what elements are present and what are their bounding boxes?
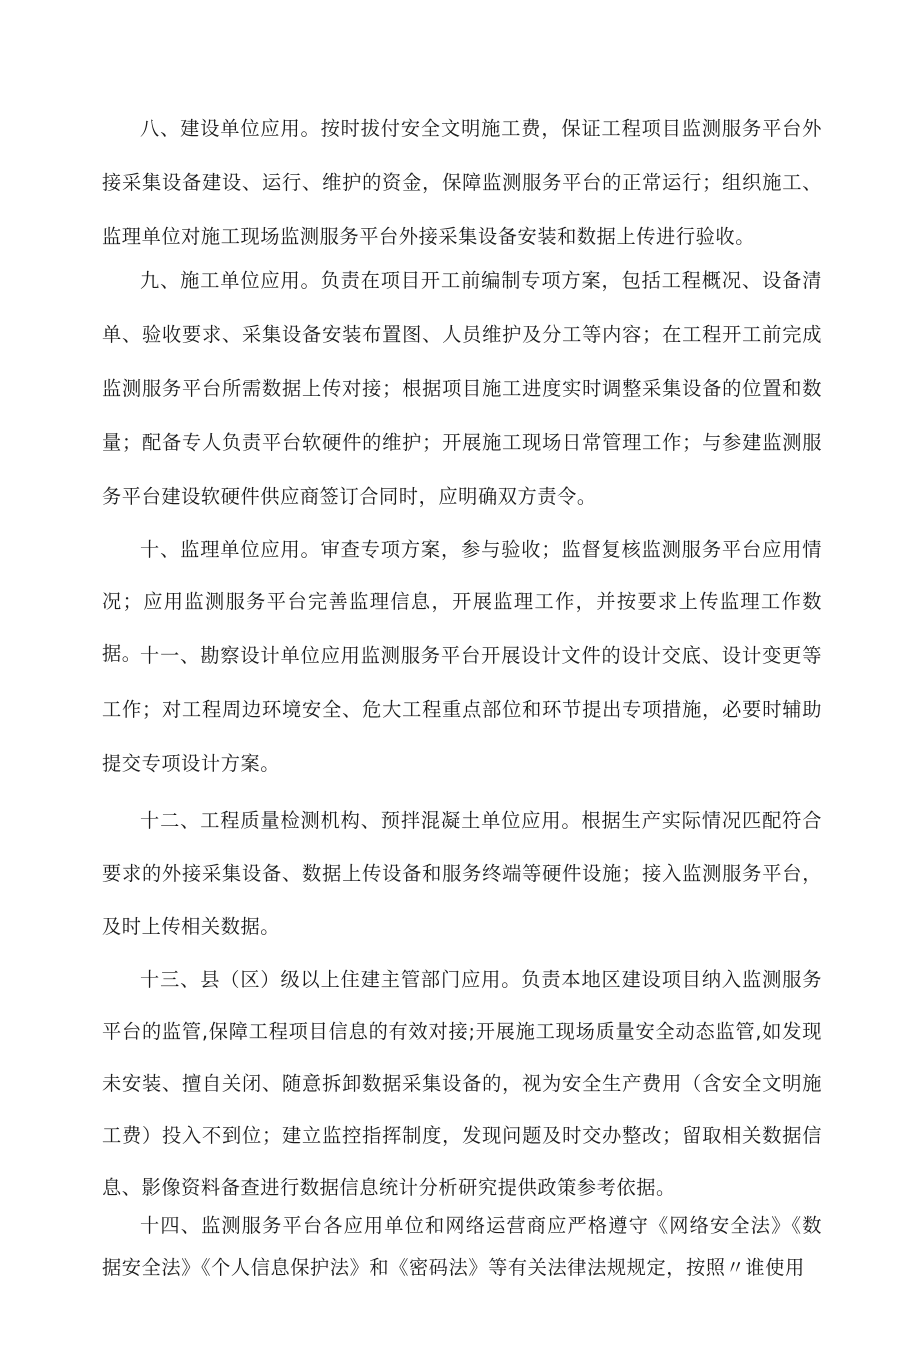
paragraph-9-builder-unit: 九、施工单位应用。负责在项目开工前编制专项方案，包括工程概况、设备清单、验收要求、采集设备安装布置图、人员维护及分工等内容；在工程开工前完成监测服务平台所需数据上传对接；根据项目施工进度实时调整采集设备的位置和数量；配备专人负责平台软硬件的维护；开展施工现场日常管理工作；与参建监测服务平台建设软硬件供应商签订合同时，应明确双方责令。 <box>102 269 822 508</box>
paragraph-12-testing-agency: 十二、工程质量检测机构、预拌混凝土单位应用。根据生产实际情况匹配符合要求的外接采集设备、数据上传设备和服务终端等硬件设施；接入监测服务平台，及时上传相关数据。 <box>102 809 822 938</box>
paragraph-8-construction-unit: 八、建设单位应用。按时拔付安全文明施工费，保证工程项目监测服务平台外接采集设备建设、运行、维护的资金，保障监测服务平台的正常运行；组织施工、监理单位对施工现场监测服务平台外接采集设备安装和数据上传进行验收。 <box>102 117 822 248</box>
paragraph-11-design-unit: 十一、勘察设计单位应用监测服务平台开展设计文件的设计交底、设计变更等工作；对工程周边环境安全、危大工程重点部位和环节提出专项措施，必要时辅助提交专项设计方案。 <box>102 644 822 775</box>
paragraph-10-supervision-unit: 十、监理单位应用。审查专项方案，参与验收；监督复核监测服务平台应用情况；应用监测服务平台完善监理信息，开展监理工作，并按要求上传监理工作数据。 <box>102 538 822 665</box>
paragraph-14-network-security: 十四、监测服务平台各应用单位和网络运营商应严格遵守《网络安全法》《数据安全法》《个人信息保护法》和《密码法》等有关法律法规规定，按照〃谁使用 <box>102 1214 822 1279</box>
paragraph-13-housing-authority: 十三、县（区）级以上住建主管部门应用。负责本地区建设项目纳入监测服务平台的监管,保障工程项目信息的有效对接;开展施工现场质量安全动态监管,如发现未安装、擅自关闭、随意拆卸数据采集设备的，视为安全生产费用（含安全文明施工费）投入不到位；建立监控指挥制度，发现问题及时交办整改；留取相关数据信息、影像资料备查进行数据信息统计分析研究提供政策参考依据。 <box>102 968 822 1199</box>
